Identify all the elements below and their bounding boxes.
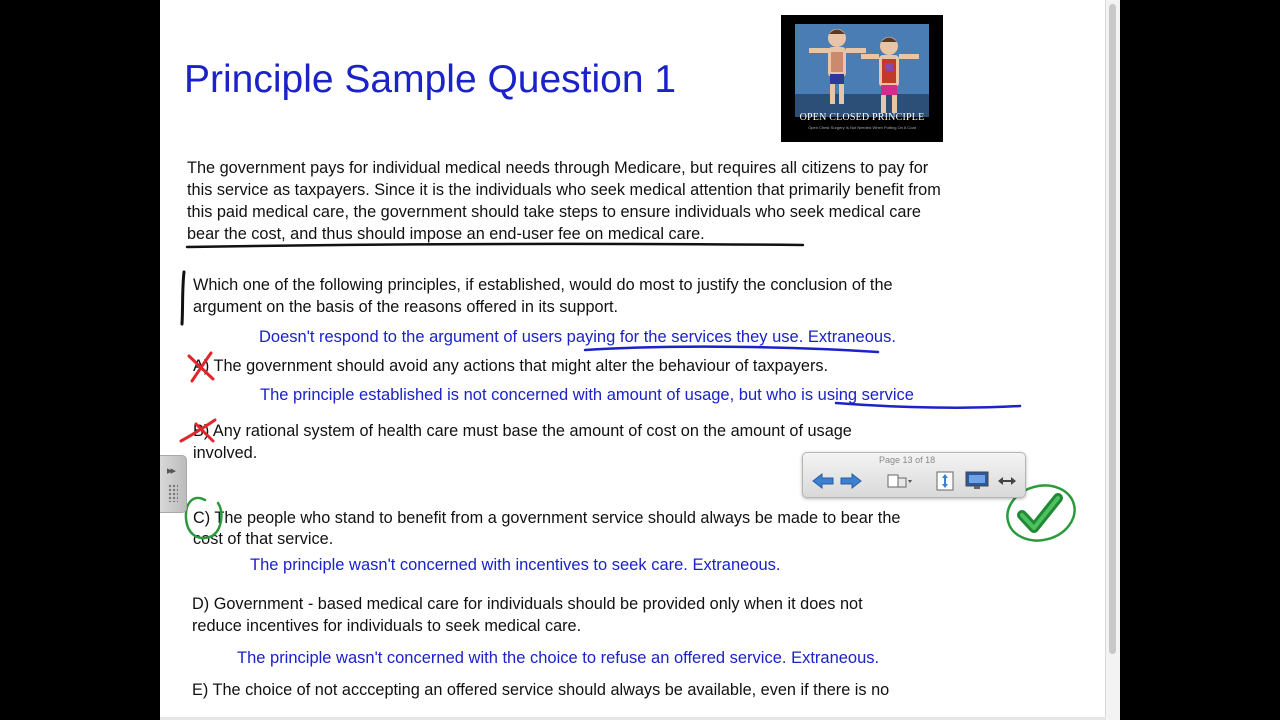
choice-c-line-1: C) The people who stand to benefit from a government service should always be made to bear the: [193, 509, 901, 527]
choice-d-line-2: reduce incentives for individuals to seek medical care.: [192, 617, 582, 635]
page-layout-icon: [886, 472, 914, 490]
choice-a: A) The government should avoid any actions that might alter the behaviour of taxpayers.: [193, 357, 829, 375]
next-page-button[interactable]: [839, 470, 863, 492]
choice-e-line-1: E) The choice of not acccepting an offered service should always be available, even if there is no: [192, 681, 890, 699]
note-choice-e: The principle wasn't concerned with the choice to refuse an offered service. Extraneous.: [237, 649, 880, 667]
sidebar-toggle-handle[interactable]: [160, 455, 187, 513]
poster-subcaption: Open Chest Surgery Is Not Needed When Putting On A Coat: [808, 125, 916, 130]
page-indicator: Page 13 of 18: [879, 455, 936, 465]
poster-caption: OPEN CLOSED PRINCIPLE: [799, 112, 925, 123]
note-choice-d: The principle wasn't concerned with incentives to seek care. Extraneous.: [250, 556, 781, 574]
note-b-underline: [836, 403, 1020, 408]
passage-line-3: this paid medical care, the government should take steps to ensure individuals who seek medical care: [187, 203, 921, 221]
fit-height-icon: [936, 471, 954, 491]
cross-mark-b: [181, 420, 215, 441]
passage-line-2: this service as taxpayers. Since it is the individuals who seek medical attention that primarily benefit from: [187, 181, 941, 199]
fit-page-button[interactable]: [933, 470, 957, 492]
handwritten-annotations: [160, 0, 1105, 720]
page-navigation-toolbar[interactable]: [802, 452, 1026, 498]
passage-line-4: bear the cost, and thus should impose an end-user fee on medical care.: [187, 225, 705, 243]
note-a-underline: [585, 347, 878, 352]
choice-c-line-2: cost of that service.: [193, 530, 334, 548]
cross-mark-a: [189, 353, 213, 381]
double-arrow-horizontal-icon: [997, 475, 1017, 487]
question-line-2: argument on the basis of the reasons offered in its support.: [193, 298, 619, 316]
question-line-1: Which one of the following principles, if established, would do most to justify the conclusion of the: [193, 276, 893, 294]
page-layout-menu-button[interactable]: [885, 470, 915, 492]
passage-line-1: The government pays for individual medical needs through Medicare, but requires all citizens to pay for: [187, 159, 929, 177]
monitor-icon: [965, 471, 989, 491]
choice-b-line-2: involved.: [193, 444, 258, 462]
slide-title: Principle Sample Question 1: [184, 58, 677, 101]
arrow-left-icon: [812, 473, 834, 489]
choice-d-line-1: D) Government - based medical care for individuals should be provided only when it does not: [192, 595, 863, 613]
document-viewer[interactable]: [160, 0, 1120, 720]
vertical-scrollbar[interactable]: [1105, 0, 1120, 720]
slide-page: [160, 0, 1105, 720]
previous-page-button[interactable]: [811, 470, 835, 492]
scrollbar-thumb[interactable]: [1109, 4, 1116, 654]
question-bracket: [182, 272, 184, 324]
passage-underline: [187, 244, 803, 247]
circle-mark-c: [186, 498, 221, 538]
note-choice-a: Doesn't respond to the argument of users paying for the services they use. Extraneous.: [259, 328, 896, 346]
choice-b-line-1: B) Any rational system of health care must base the amount of cost on the amount of usage: [193, 422, 852, 440]
arrow-right-icon: [840, 473, 862, 489]
grip-icon: [168, 484, 178, 502]
presentation-button[interactable]: [963, 470, 991, 492]
double-chevron-right-icon: ▸▸: [167, 465, 175, 477]
note-choice-b: The principle established is not concerned with amount of usage, but who is using service: [260, 386, 914, 404]
fit-width-button[interactable]: [995, 470, 1019, 492]
